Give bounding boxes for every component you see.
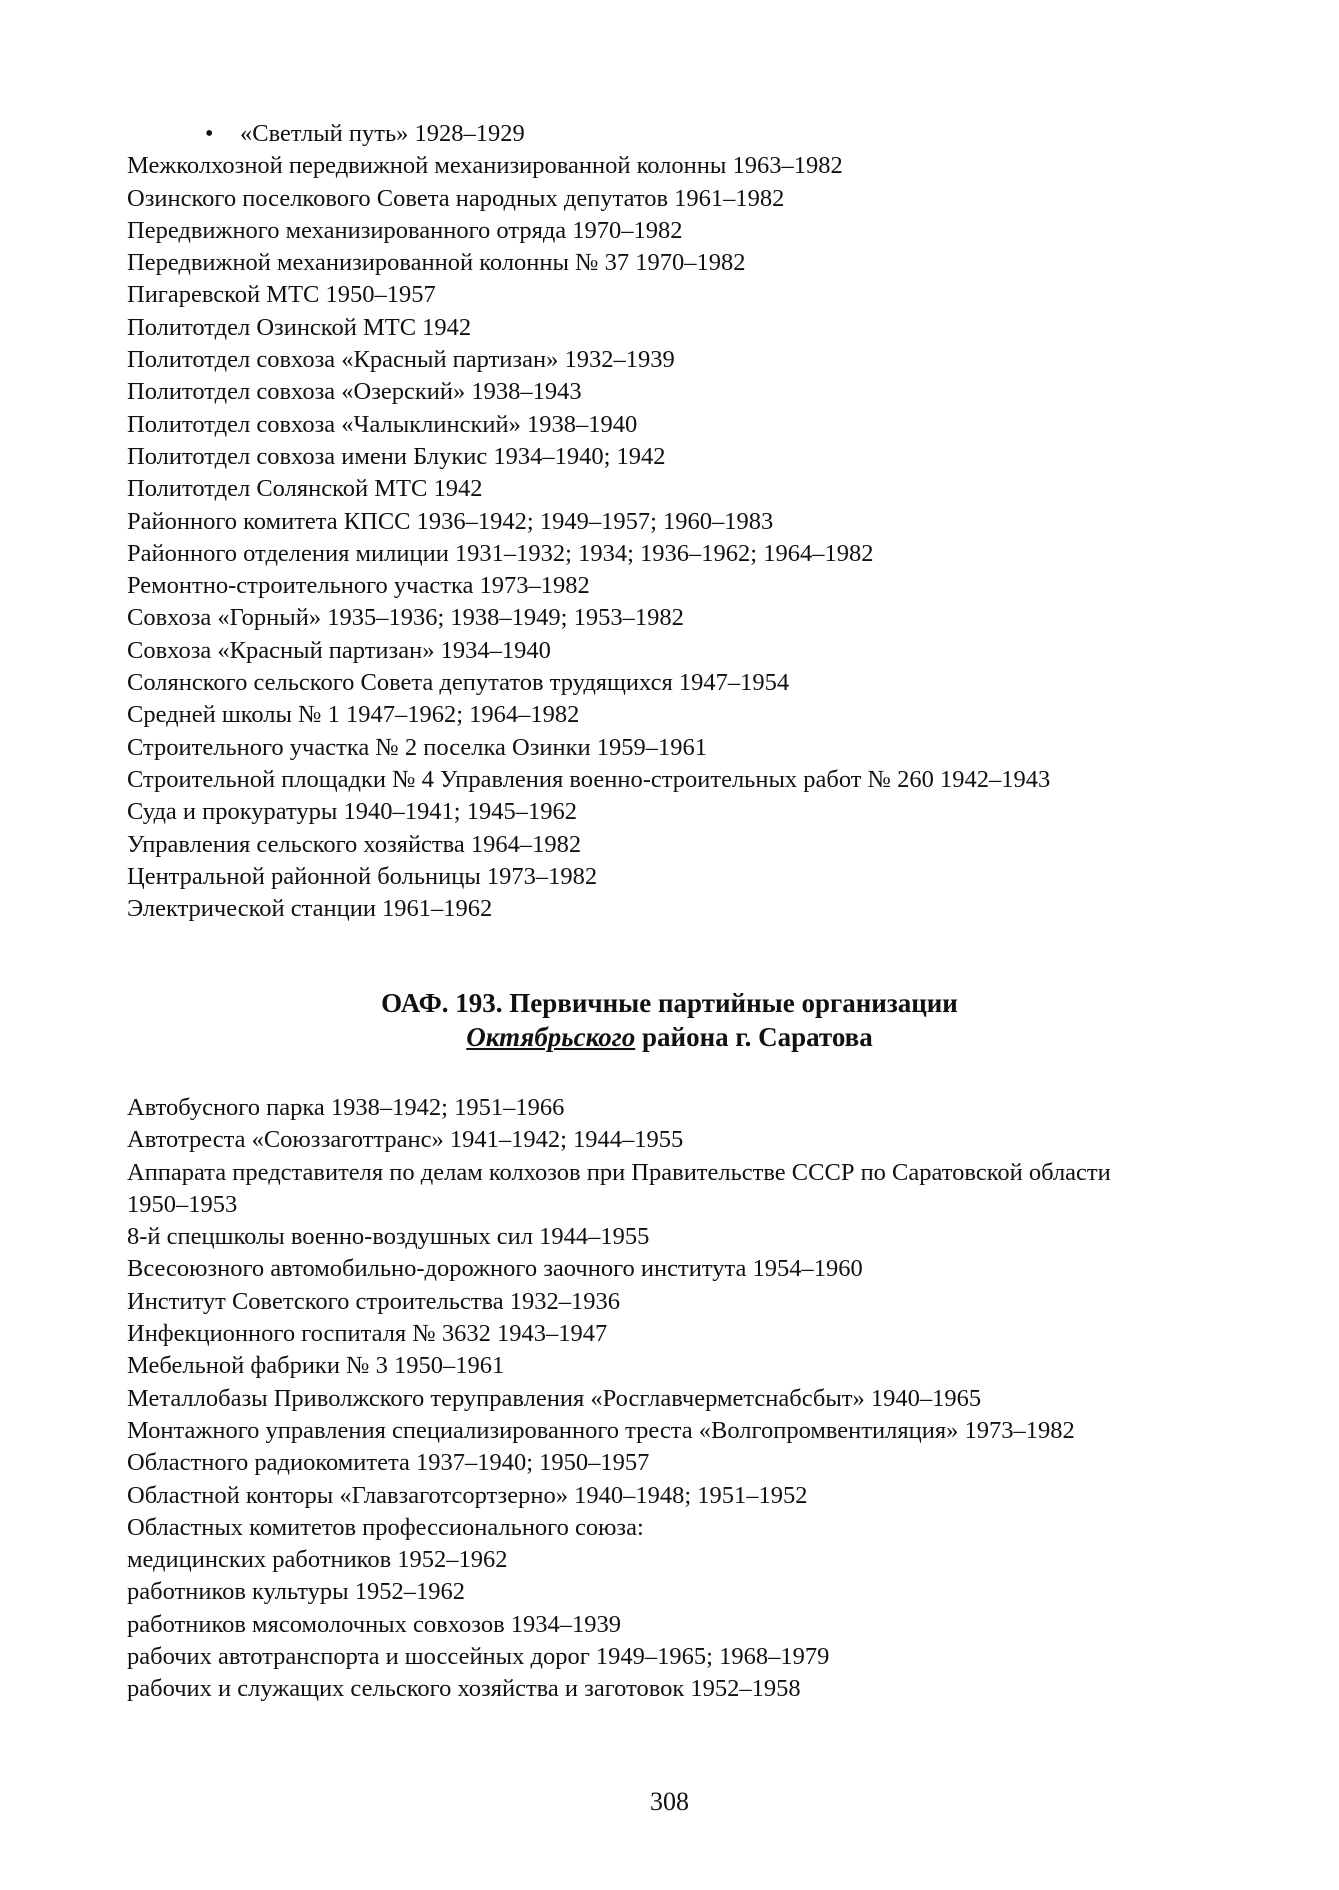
list-item: Инфекционного госпиталя № 3632 1943–1947 — [127, 1320, 608, 1348]
list-item: медицинских работников 1952–1962 — [127, 1546, 508, 1574]
organization-list-top — [127, 118, 1237, 925]
list-item: Передвижной механизированной колонны № 37 1970–1982 — [127, 249, 746, 277]
list-item: 8-й спецшколы военно-воздушных сил 1944–1955 — [127, 1223, 650, 1251]
list-item: Районного отделения милиции 1931–1932; 1934; 1936–1962; 1964–1982 — [127, 539, 874, 567]
list-item: Институт Советского строительства 1932–1936 — [127, 1287, 621, 1315]
list-item: Электрической станции 1961–1962 — [127, 895, 493, 923]
section-heading — [0, 986, 1339, 1054]
list-item: Политотдел совхоза имени Блукис 1934–1940; 1942 — [127, 442, 666, 470]
list-item: Всесоюзного автомобильно-дорожного заочного института 1954–1960 — [127, 1255, 863, 1283]
organization-list-bottom — [127, 1092, 1237, 1706]
bullet-list-item — [127, 118, 1237, 150]
list-item: Озинского поселкового Совета народных депутатов 1961–1982 — [127, 184, 785, 212]
list-item: Суда и прокуратуры 1940–1941; 1945–1962 — [127, 798, 577, 826]
list-item: Районного комитета КПСС 1936–1942; 1949–1957; 1960–1983 — [127, 507, 774, 535]
list-item: Политотдел совхоза «Чалыклинский» 1938–1940 — [127, 410, 638, 438]
list-item: Межколхозной передвижной механизированной колонны 1963–1982 — [127, 152, 843, 180]
list-item: Аппарата представителя по делам колхозов при Правительстве СССР по Саратовской области — [127, 1158, 1111, 1186]
list-item: Политотдел Озинской МТС 1942 — [127, 313, 472, 341]
list-item: Передвижного механизированного отряда 1970–1982 — [127, 216, 683, 244]
list-item: Монтажного управления специализированного треста «Волгопромвентиляция» 1973–1982 — [127, 1416, 1075, 1444]
list-item: Центральной районной больницы 1973–1982 — [127, 862, 598, 890]
list-item: работников мясомолочных совхозов 1934–1939 — [127, 1610, 622, 1638]
list-item: Управления сельского хозяйства 1964–1982 — [127, 830, 582, 858]
list-item: Совхоза «Красный партизан» 1934–1940 — [127, 636, 551, 664]
list-item: Средней школы № 1 1947–1962; 1964–1982 — [127, 701, 580, 729]
bullet-icon: • — [205, 121, 214, 147]
list-item: Строительного участка № 2 поселка Озинки 1959–1961 — [127, 733, 707, 761]
list-item: Автотреста «Союззаготтранс» 1941–1942; 1944–1955 — [127, 1126, 684, 1154]
list-item: Политотдел совхоза «Озерский» 1938–1943 — [127, 378, 582, 406]
section-heading-line-2-rest: района г. Саратова — [635, 1022, 873, 1052]
bullet-item-text: «Светлый путь» 1928–1929 — [240, 120, 525, 147]
list-item: Мебельной фабрики № 3 1950–1961 — [127, 1352, 505, 1380]
list-item: Пигаревской МТС 1950–1957 — [127, 281, 436, 309]
list-item: Автобусного парка 1938–1942; 1951–1966 — [127, 1094, 565, 1121]
list-item: Политотдел совхоза «Красный партизан» 1932–1939 — [127, 346, 675, 374]
list-item: Совхоза «Горный» 1935–1936; 1938–1949; 1953–1982 — [127, 604, 684, 632]
district-name: Октябрьского — [466, 1022, 636, 1052]
list-item: Ремонтно-строительного участка 1973–1982 — [127, 572, 590, 600]
list-item: Областных комитетов профессионального союза: — [127, 1513, 644, 1541]
list-item: Областной конторы «Главзаготсортзерно» 1940–1948; 1951–1952 — [127, 1481, 808, 1509]
page-number: 308 — [650, 1787, 689, 1816]
list-item: Металлобазы Приволжского теруправления «Росглавчерметснабсбыт» 1940–1965 — [127, 1384, 982, 1412]
list-item: работников культуры 1952–1962 — [127, 1578, 465, 1606]
list-item: рабочих автотранспорта и шоссейных дорог 1949–1965; 1968–1979 — [127, 1643, 830, 1671]
list-item: Областного радиокомитета 1937–1940; 1950–1957 — [127, 1449, 650, 1477]
section-heading-line-2 — [0, 1020, 1339, 1054]
list-item: Политотдел Солянской МТС 1942 — [127, 475, 483, 503]
section-heading-line-1: ОАФ. 193. Первичные партийные организации — [381, 988, 958, 1018]
list-item: 1950–1953 — [127, 1190, 238, 1218]
list-item: Строительной площадки № 4 Управления военно-строительных работ № 260 1942–1943 — [127, 765, 1051, 793]
list-item: Солянского сельского Совета депутатов трудящихся 1947–1954 — [127, 669, 790, 697]
list-item: рабочих и служащих сельского хозяйства и заготовок 1952–1958 — [127, 1675, 801, 1703]
